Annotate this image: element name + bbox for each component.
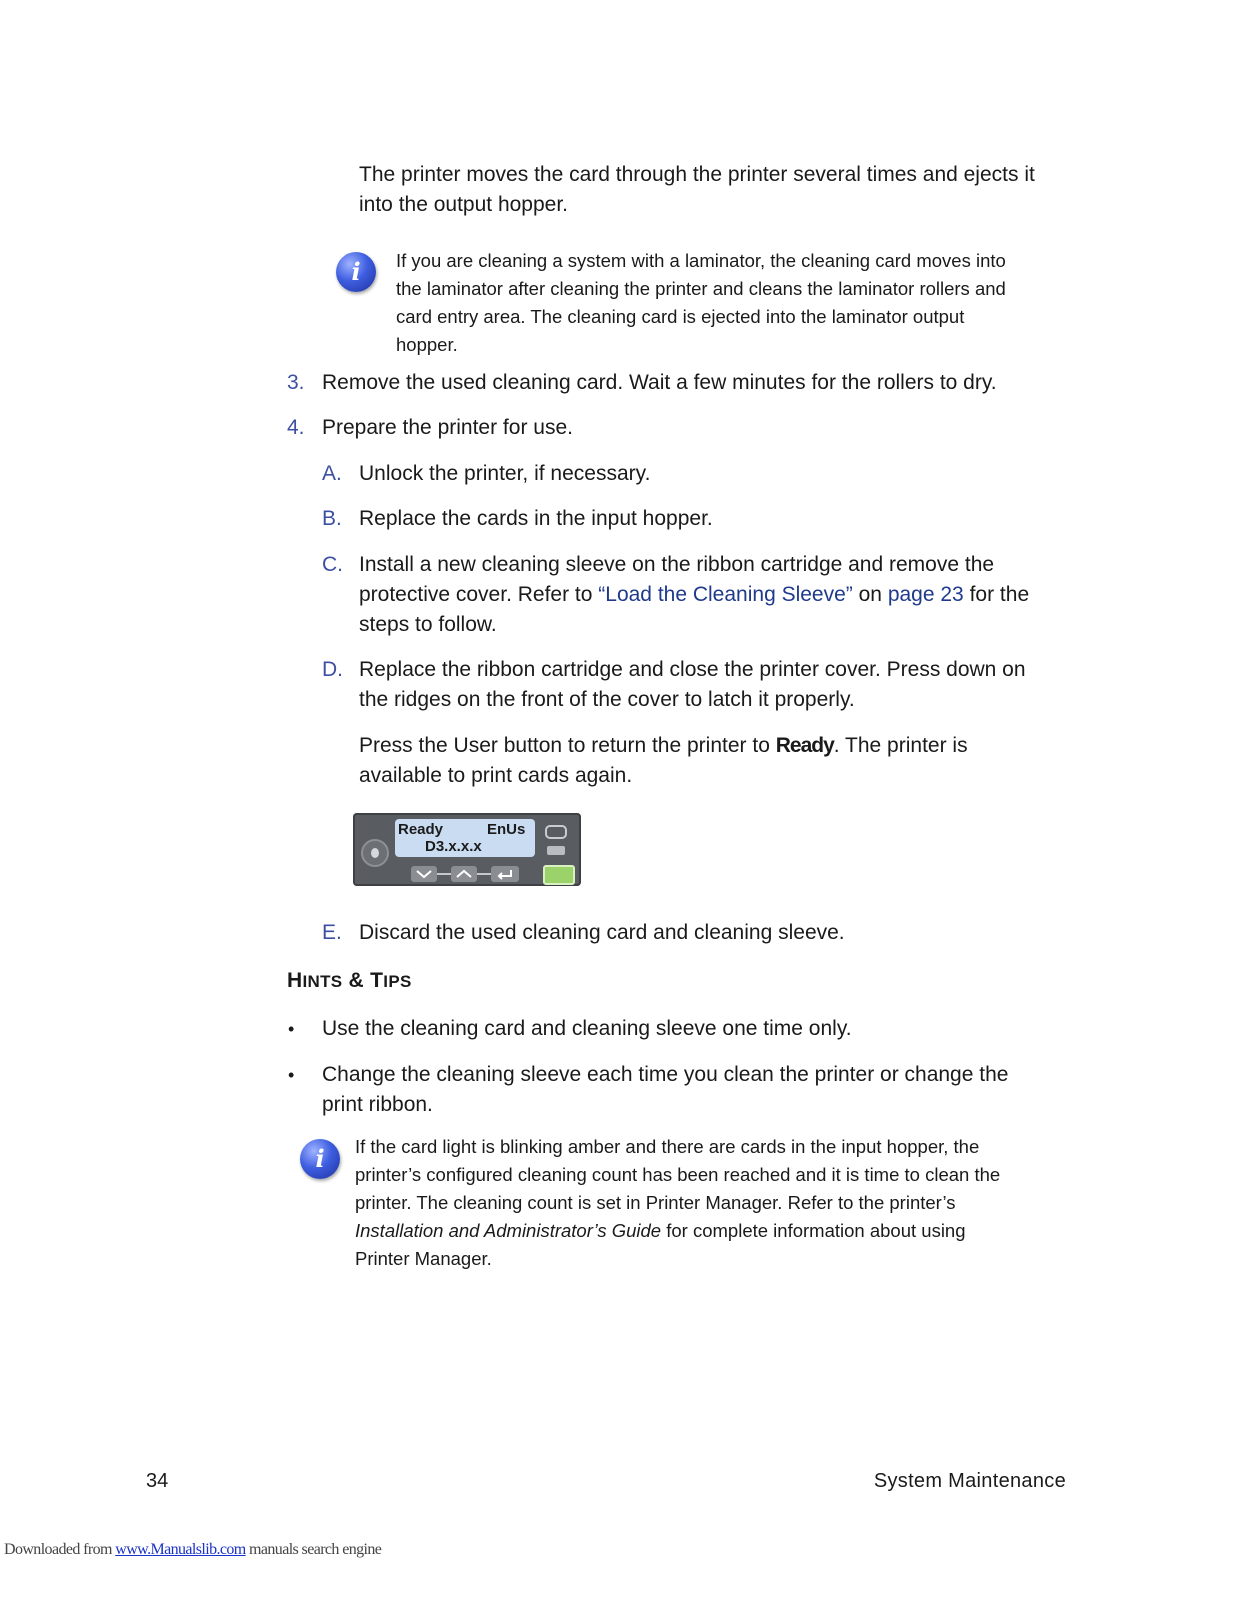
note1-line: the laminator after cleaning the printer and cleans the laminator rollers and [396, 278, 1006, 299]
hints-heading-amp: & [342, 969, 371, 992]
note1-line: card entry area. The cleaning card is ejected into the laminator output [396, 306, 965, 327]
ready-paragraph-line-2: available to print cards again. [359, 764, 633, 787]
step-3-text: Remove the used cleaning card. Wait a few minutes for the rollers to dry. [322, 371, 997, 394]
hints-tips-heading [287, 969, 412, 993]
lcd-version: D3.x.x.x [425, 838, 482, 855]
note2-line-1: If the card light is blinking amber and there are cards in the input hopper, the [355, 1136, 980, 1157]
intro-line-2: into the output hopper. [359, 193, 569, 216]
up-arrow-button[interactable] [451, 866, 477, 882]
ready-state-label: Ready [775, 734, 834, 757]
substep-c-letter: C. [322, 553, 343, 576]
download-suffix: manuals search engine [245, 1541, 382, 1558]
info-icon: i [300, 1139, 340, 1179]
substep-d-line-1: Replace the ribbon cartridge and close the printer cover. Press down on [359, 658, 1026, 681]
enter-button[interactable] [491, 866, 519, 882]
substep-e-letter: E. [322, 921, 342, 944]
page-23-link[interactable]: page 23 [887, 583, 964, 606]
substep-a-text: Unlock the printer, if necessary. [359, 462, 651, 485]
hints-heading-ips: IPS [383, 972, 412, 991]
substep-c-line-2-mid: on [852, 583, 888, 606]
ready-paragraph-post: . The printer is [833, 734, 968, 757]
user-button[interactable] [543, 865, 575, 885]
bullet-icon: • [288, 1019, 295, 1039]
card-light-icon [547, 846, 565, 855]
step-4-text: Prepare the printer for use. [322, 416, 573, 439]
substep-d-text [359, 655, 1099, 715]
chevron-up-icon [451, 866, 477, 882]
note2-line-2: printer’s configured cleaning count has been reached and it is time to clean the [355, 1164, 1001, 1185]
note1-line: hopper. [396, 334, 458, 355]
panel-divider [477, 873, 491, 875]
download-prefix: Downloaded from [4, 1541, 116, 1558]
info-icon: i [336, 252, 376, 292]
hint-item-2 [322, 1060, 1082, 1120]
operator-panel [353, 813, 581, 886]
hints-heading-h: H [287, 969, 303, 992]
intro-paragraph [359, 160, 1079, 220]
hints-heading-ints: INTS [302, 972, 343, 991]
load-cleaning-sleeve-link[interactable]: “Load the Cleaning Sleeve” [598, 583, 853, 606]
ready-paragraph-line-1 [359, 731, 1099, 761]
substep-c-line-1: Install a new cleaning sleeve on the ribbon cartridge and remove the [359, 553, 995, 576]
note2-line-5: Printer Manager. [355, 1248, 492, 1269]
section-title: System Maintenance [873, 1470, 1066, 1492]
download-banner [4, 1541, 381, 1559]
hint-item-1: Use the cleaning card and cleaning sleeve one time only. [322, 1017, 852, 1040]
substep-b-letter: B. [322, 507, 342, 530]
hint-item-2-line-2: print ribbon. [322, 1093, 433, 1116]
panel-divider [437, 873, 451, 875]
down-arrow-button[interactable] [411, 866, 437, 882]
substep-c-line-2 [359, 580, 1099, 610]
enter-icon [491, 866, 519, 882]
substep-a-letter: A. [322, 462, 342, 485]
substep-c-line-2-pre: protective cover. Refer to [359, 583, 599, 606]
substep-c-text [359, 550, 1099, 640]
bullet-icon: • [288, 1065, 295, 1085]
lcd-status: Ready [398, 821, 444, 838]
power-icon [371, 848, 379, 858]
note2-line-4 [355, 1217, 1075, 1245]
note2-line-3: printer. The cleaning count is set in Printer Manager. Refer to the printer’s [355, 1192, 956, 1213]
power-button[interactable] [361, 839, 389, 867]
manualslib-link[interactable]: www.Manualslib.com [115, 1541, 246, 1558]
ribbon-light-icon [545, 825, 567, 839]
lcd-language: EnUs [487, 821, 526, 838]
page-number: 34 [146, 1470, 169, 1492]
ready-paragraph [359, 731, 1099, 791]
hint-item-2-line-1: Change the cleaning sleeve each time you clean the printer or change the [322, 1063, 1009, 1086]
ready-paragraph-pre: Press the User button to return the printer to [359, 734, 776, 757]
step-4-number: 4. [287, 416, 305, 439]
note-cleaning-count [355, 1133, 1075, 1273]
note1-line: If you are cleaning a system with a laminator, the cleaning card moves into [396, 250, 1006, 271]
substep-c-line-3: steps to follow. [359, 613, 497, 636]
chevron-down-icon [411, 866, 437, 882]
note2-line-4-post: for complete information about using [661, 1220, 966, 1241]
note-laminator [396, 247, 1096, 359]
substep-d-line-2: the ridges on the front of the cover to latch it properly. [359, 688, 855, 711]
intro-line-1: The printer moves the card through the printer several times and ejects it [359, 163, 1035, 186]
substep-e-text: Discard the used cleaning card and cleaning sleeve. [359, 921, 845, 944]
substep-d-letter: D. [322, 658, 343, 681]
lcd-display [395, 819, 535, 857]
guide-title: Installation and Administrator’s Guide [355, 1220, 662, 1241]
substep-b-text: Replace the cards in the input hopper. [359, 507, 713, 530]
step-3-number: 3. [287, 371, 305, 394]
hints-heading-t: T [370, 969, 384, 992]
substep-c-line-2-post: for the [963, 583, 1030, 606]
